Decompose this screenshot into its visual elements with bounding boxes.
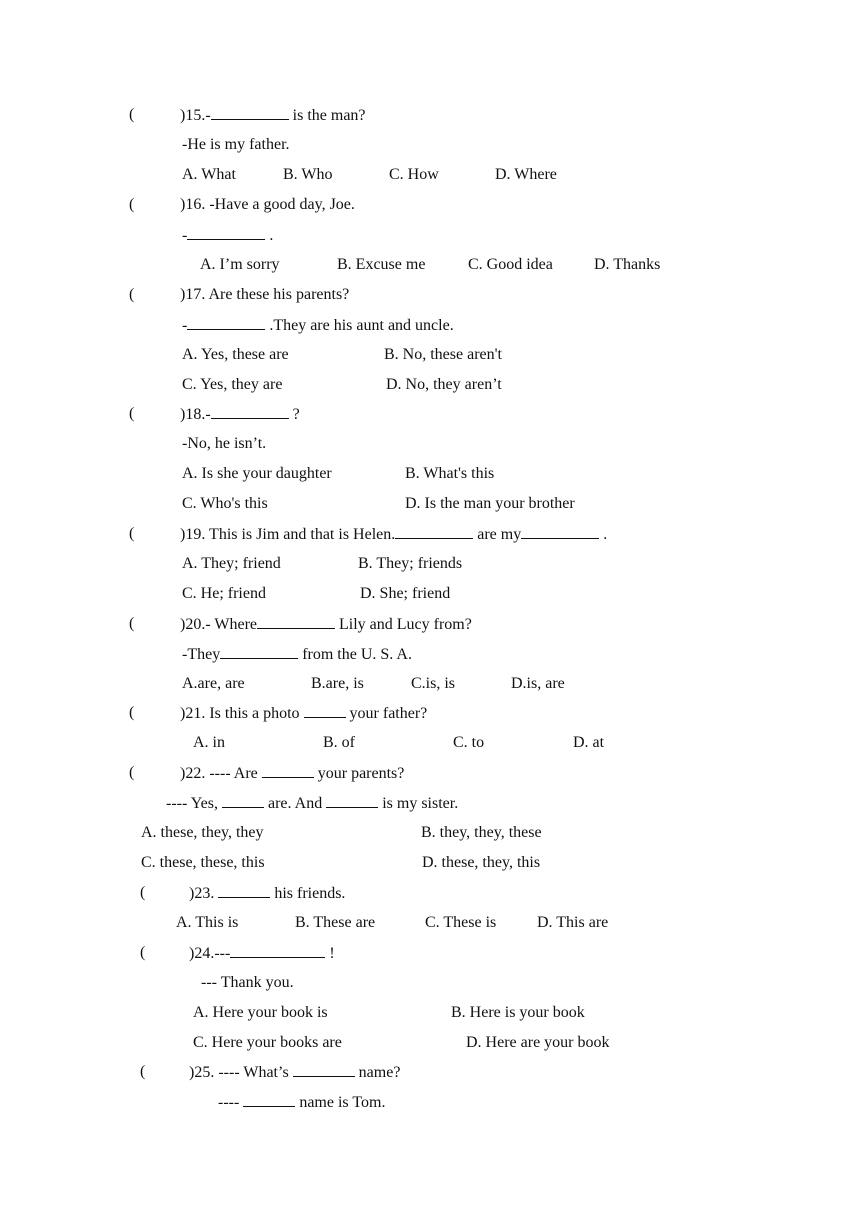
question-17-reply: [182, 315, 454, 336]
question-24: [189, 943, 335, 964]
fill-blank[interactable]: [211, 404, 289, 419]
option-a: A. in: [193, 734, 225, 751]
question-18-answer: -No, he isn’t.: [182, 435, 267, 452]
option-d: D. Where: [495, 166, 557, 183]
answer-paren-open: (: [129, 106, 135, 123]
reply-suffix: .They are his aunt and uncle.: [265, 317, 454, 334]
fill-blank[interactable]: [326, 793, 378, 808]
question-25-reply: [218, 1092, 385, 1113]
reply-prefix: ----: [218, 1094, 244, 1111]
option-c: C. He; friend: [182, 585, 266, 602]
question-22-reply: [166, 793, 458, 814]
answer-paren-open: (: [140, 884, 146, 901]
answer-paren-open: (: [129, 525, 135, 542]
question-15-rest: is the man?: [288, 107, 366, 124]
fill-blank[interactable]: [243, 1092, 295, 1107]
answer-paren-open: (: [140, 944, 146, 961]
reply-suffix: name is Tom.: [295, 1094, 386, 1111]
answer-paren-open: (: [129, 704, 135, 721]
option-b: B. These are: [295, 914, 376, 931]
question-23-rest: his friends.: [270, 885, 346, 902]
question-24-answer: --- Thank you.: [201, 974, 294, 991]
question-19: [180, 524, 607, 545]
option-c: C.is, is: [411, 675, 456, 692]
question-21-rest: your father?: [345, 705, 428, 722]
question-20-reply: [182, 644, 412, 665]
question-16: )16. -Have a good day, Joe.: [180, 196, 355, 213]
option-d: D. Thanks: [594, 256, 661, 273]
option-c: C. to: [453, 734, 485, 751]
option-d: D. She; friend: [360, 585, 451, 602]
option-b: B. No, these aren't: [384, 346, 502, 363]
fill-blank[interactable]: [230, 943, 325, 958]
option-a: A. What: [182, 166, 236, 183]
fill-blank[interactable]: [218, 883, 270, 898]
question-23: [189, 883, 345, 904]
option-d: D. these, they, this: [422, 854, 541, 871]
question-22: [180, 763, 404, 784]
fill-blank[interactable]: [304, 703, 346, 718]
option-a: A. these, they, they: [141, 824, 264, 841]
option-b: B. Excuse me: [337, 256, 426, 273]
question-24-rest: !: [325, 945, 335, 962]
reply-suffix: from the U. S. A.: [298, 646, 412, 663]
option-b: B. They; friends: [358, 555, 463, 572]
option-d: D. Is the man your brother: [405, 495, 575, 512]
option-c: C. Here your books are: [193, 1034, 342, 1051]
question-20: [180, 614, 472, 635]
fill-blank[interactable]: [222, 793, 264, 808]
option-a: A. This is: [176, 914, 239, 931]
question-17: )17. Are these his parents?: [180, 286, 350, 303]
option-a: A. I’m sorry: [200, 256, 280, 273]
option-b: B. Here is your book: [451, 1004, 585, 1021]
reply-part-c: is my sister.: [378, 795, 459, 812]
answer-paren-open: (: [129, 405, 135, 422]
option-b: B. they, they, these: [421, 824, 542, 841]
option-c: C. Good idea: [468, 256, 553, 273]
answer-paren-open: (: [129, 764, 135, 781]
fill-blank[interactable]: [187, 315, 265, 330]
question-25-text: )25. ---- What’s: [189, 1064, 293, 1081]
reply-suffix: .: [265, 227, 274, 244]
option-b: B. Who: [283, 166, 333, 183]
fill-blank[interactable]: [220, 644, 298, 659]
question-21-text: )21. Is this a photo: [180, 705, 304, 722]
fill-blank[interactable]: [257, 614, 335, 629]
reply-part-a: ---- Yes,: [166, 795, 222, 812]
question-25: [189, 1062, 400, 1083]
option-c: C. Who's this: [182, 495, 268, 512]
option-d: D. at: [573, 734, 605, 751]
option-c: C. How: [389, 166, 439, 183]
option-a: A. Here your book is: [193, 1004, 328, 1021]
option-d: D. Here are your book: [466, 1034, 610, 1051]
question-15: [180, 105, 366, 126]
question-16-reply: [182, 225, 273, 246]
question-18-rest: ?: [288, 406, 300, 423]
question-19-end: .: [599, 526, 608, 543]
question-15-answer: -He is my father.: [182, 136, 290, 153]
answer-paren-open: (: [140, 1063, 146, 1080]
option-a: A. They; friend: [182, 555, 281, 572]
option-a: A. Is she your daughter: [182, 465, 332, 482]
question-18-text: )18.-: [180, 406, 211, 423]
question-15-text: )15.-: [180, 107, 211, 124]
answer-paren-open: (: [129, 286, 135, 303]
question-22-text: )22. ---- Are: [180, 765, 262, 782]
option-d: D.is, are: [511, 675, 565, 692]
question-24-text: )24.---: [189, 945, 231, 962]
fill-blank[interactable]: [262, 763, 314, 778]
option-d: D. No, they aren’t: [386, 376, 502, 393]
option-b: B. of: [323, 734, 355, 751]
reply-prefix: -: [182, 227, 188, 244]
answer-paren-open: (: [129, 615, 135, 632]
option-c: C. these, these, this: [141, 854, 265, 871]
fill-blank[interactable]: [211, 105, 289, 120]
question-25-rest: name?: [354, 1064, 401, 1081]
option-d: D. This are: [537, 914, 609, 931]
question-20-rest: Lily and Lucy from?: [335, 616, 472, 633]
question-19-mid: are my: [473, 526, 522, 543]
option-a: A. Yes, these are: [182, 346, 289, 363]
fill-blank[interactable]: [395, 524, 473, 539]
question-19-text: )19. This is Jim and that is Helen.: [180, 526, 396, 543]
answer-paren-open: (: [129, 196, 135, 213]
fill-blank[interactable]: [187, 225, 265, 240]
question-21: [180, 703, 427, 724]
reply-prefix: -: [182, 317, 188, 334]
fill-blank[interactable]: [293, 1062, 355, 1077]
option-b: B.are, is: [311, 675, 364, 692]
question-22-rest: your parents?: [313, 765, 405, 782]
question-20-text: )20.- Where: [180, 616, 257, 633]
reply-prefix: -They: [182, 646, 221, 663]
option-c: C. Yes, they are: [182, 376, 283, 393]
question-23-text: )23.: [189, 885, 219, 902]
option-a: A.are, are: [182, 675, 245, 692]
fill-blank[interactable]: [521, 524, 599, 539]
question-18: [180, 404, 300, 425]
option-b: B. What's this: [405, 465, 495, 482]
reply-part-b: are. And: [264, 795, 327, 812]
option-c: C. These is: [425, 914, 497, 931]
